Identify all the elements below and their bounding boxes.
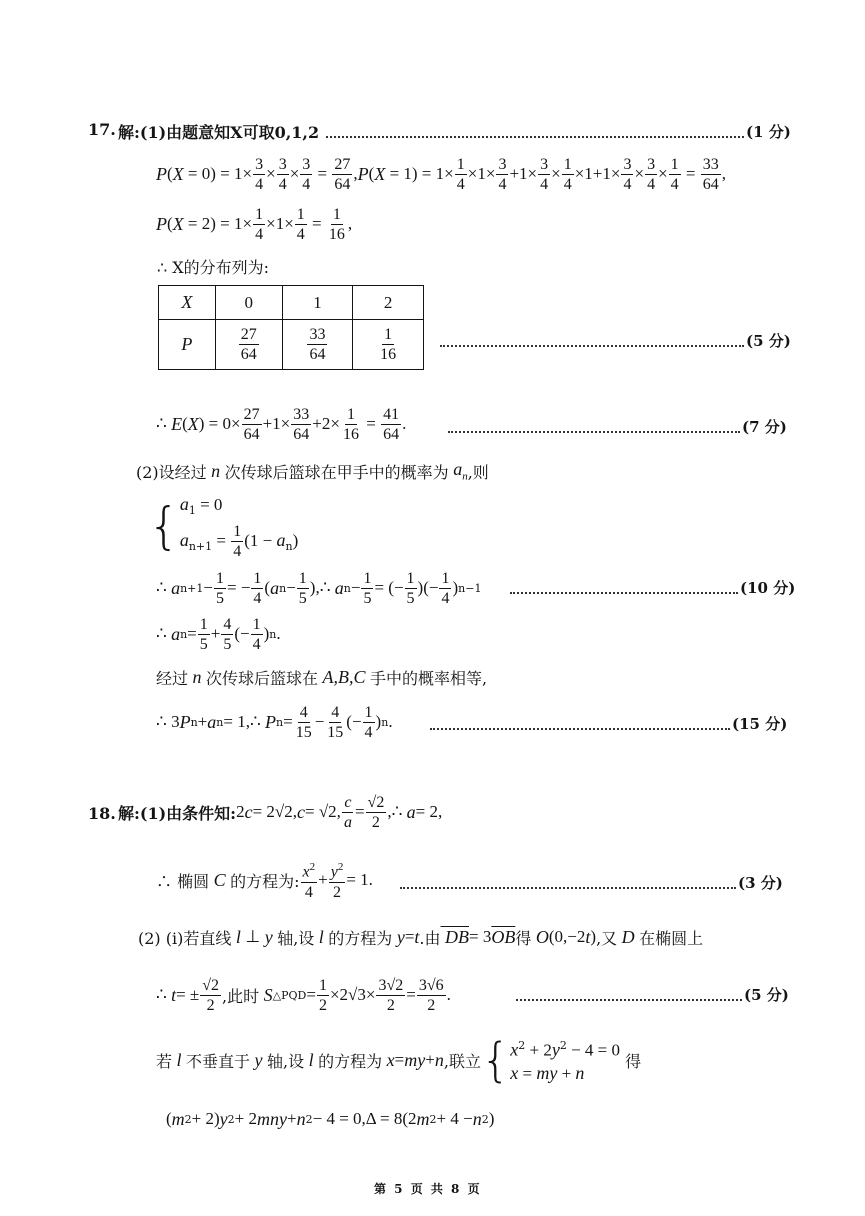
score-10: (10 分) — [740, 579, 796, 597]
q17-part1-intro: 解:(1)由题意知X可取0,1,2 — [118, 123, 320, 142]
score-15: (15 分) — [732, 715, 788, 733]
q17-number: 17. — [88, 120, 116, 139]
part2-intro: (2)设经过 n 次传球后篮球在甲手中的概率为 $a_n$ ,则 — [136, 459, 489, 483]
table-cell: 2 — [353, 286, 424, 320]
ellipse-equation: ∴ 椭圆 C 的方程为: $\frac{x^2}{4}$ + $\frac{y^2}{2}$ = 1. — [156, 861, 373, 901]
table-cell: $\frac{33}{64}$ — [282, 320, 353, 370]
leader-dots — [448, 431, 740, 433]
q18-number: 18. — [88, 804, 116, 823]
recurrence-system: { $a_1 = 0$ $a_{n+1}$ = $\frac{1}{4}$ $(1 - a_n)$ — [148, 493, 299, 561]
table-cell: 0 — [215, 286, 282, 320]
leader-dots — [400, 887, 736, 889]
score-5b: (5 分) — [744, 986, 789, 1004]
page-footer: 第 5 页 共 8 页 — [374, 1182, 482, 1196]
leader-dots — [326, 136, 744, 138]
q18-part1: 解:(1)由条件知: 2 c = 2√2, c = √2, $\frac{c}{a}$ = $\frac{√2}{2}$ ,∴ a = 2, — [118, 793, 443, 831]
score-5: (5 分) — [746, 332, 791, 350]
table-header-x: X — [159, 286, 216, 320]
score-7: (7 分) — [742, 418, 787, 436]
table-cell: $\frac{1}{16}$ — [353, 320, 424, 370]
score-1: (1 分) — [746, 123, 791, 141]
equal-prob-text: 经过 n 次传球后篮球在 A,B,C 手中的概率相等, — [156, 666, 488, 688]
case2-line: 若 l 不垂直于 y 轴,设 l 的方程为 x = my + n ,联立 { $x^2 + 2y^2 - 4 = 0$ x = my + n 得 — [156, 1033, 642, 1087]
area-equation: ∴ t = ± $\frac{√2}{2}$ ,此时 S △PQD = $\frac{1}{2}$ ×2√3× $\frac{3√2}{2}$ = $\frac{3√6}{2}$ . — [156, 976, 451, 1014]
table-cell: 1 — [282, 286, 353, 320]
recurrence-transform: ∴ a n+1 − $\frac{1}{5}$ = − $\frac{1}{4}$ ( a n − $\frac{1}{5}$ ),∴ a n − $\frac{1}{5}$ = (− $\frac{1}{5}$ )(− $\frac{1}{4}$ ) n−1 — [156, 569, 482, 607]
leader-dots — [440, 345, 744, 347]
leader-dots — [510, 592, 738, 594]
score-3: (3 分) — [738, 874, 783, 892]
distribution-intro: ∴ X的分布列为: — [157, 258, 270, 277]
q18-part2-line: (2) (i)若直线 l ⊥ y 轴,设 l 的方程为 y = t .由 DB = 3 $\overline{OB}$ 得 O (0,−2 t ) ,又 D 在椭圆上 — [138, 926, 704, 948]
table-header-p: P — [159, 320, 216, 370]
distribution-table — [158, 285, 424, 370]
expectation-equation: ∴ E ( X ) = 0× $\frac{27}{64}$ +1× $\frac{33}{64}$ +2× $\frac{1}{16}$ = $\frac{41}{64}$ . — [156, 405, 407, 443]
quadratic-equation: ( m 2 + 2) y 2 + 2 mny + n 2 − 4 = 0,Δ = 8(2 m 2 + 4 − n 2 ) — [166, 1108, 495, 1129]
prob-x2-equation: P ( X = 2) = 1× $\frac{1}{4}$ ×1× $\frac{1}{4}$ = $\frac{1}{16}$ , — [156, 205, 353, 243]
prob-x0-x1-equation: P ( X = 0) = 1× $\frac{3}{4}$ × $\frac{3}{4}$ × $\frac{3}{4}$ = $\frac{27}{64}$ , P ( X = 1) = 1× $\frac{1}{4}$ ×1× $\frac{3}{4}$ +1× $\frac{3}{4}$ × $\frac{1}{4}$ ×1+1× $\frac{3}{4}$ × $\frac{3}{4}$ × $\frac{1}{4}$ = $\frac{33}{64}$ , — [156, 155, 727, 193]
leader-dots — [430, 728, 730, 730]
an-formula: ∴ a n = $\frac{1}{5}$ + $\frac{4}{5}$ (− $\frac{1}{4}$ ) n . — [156, 615, 281, 653]
table-cell: $\frac{27}{64}$ — [215, 320, 282, 370]
pn-formula: ∴ 3 P n + a n = 1,∴ P n = $\frac{4}{15}$ − $\frac{4}{15}$ (− $\frac{1}{4}$ ) n . — [156, 703, 393, 741]
leader-dots — [516, 999, 742, 1001]
